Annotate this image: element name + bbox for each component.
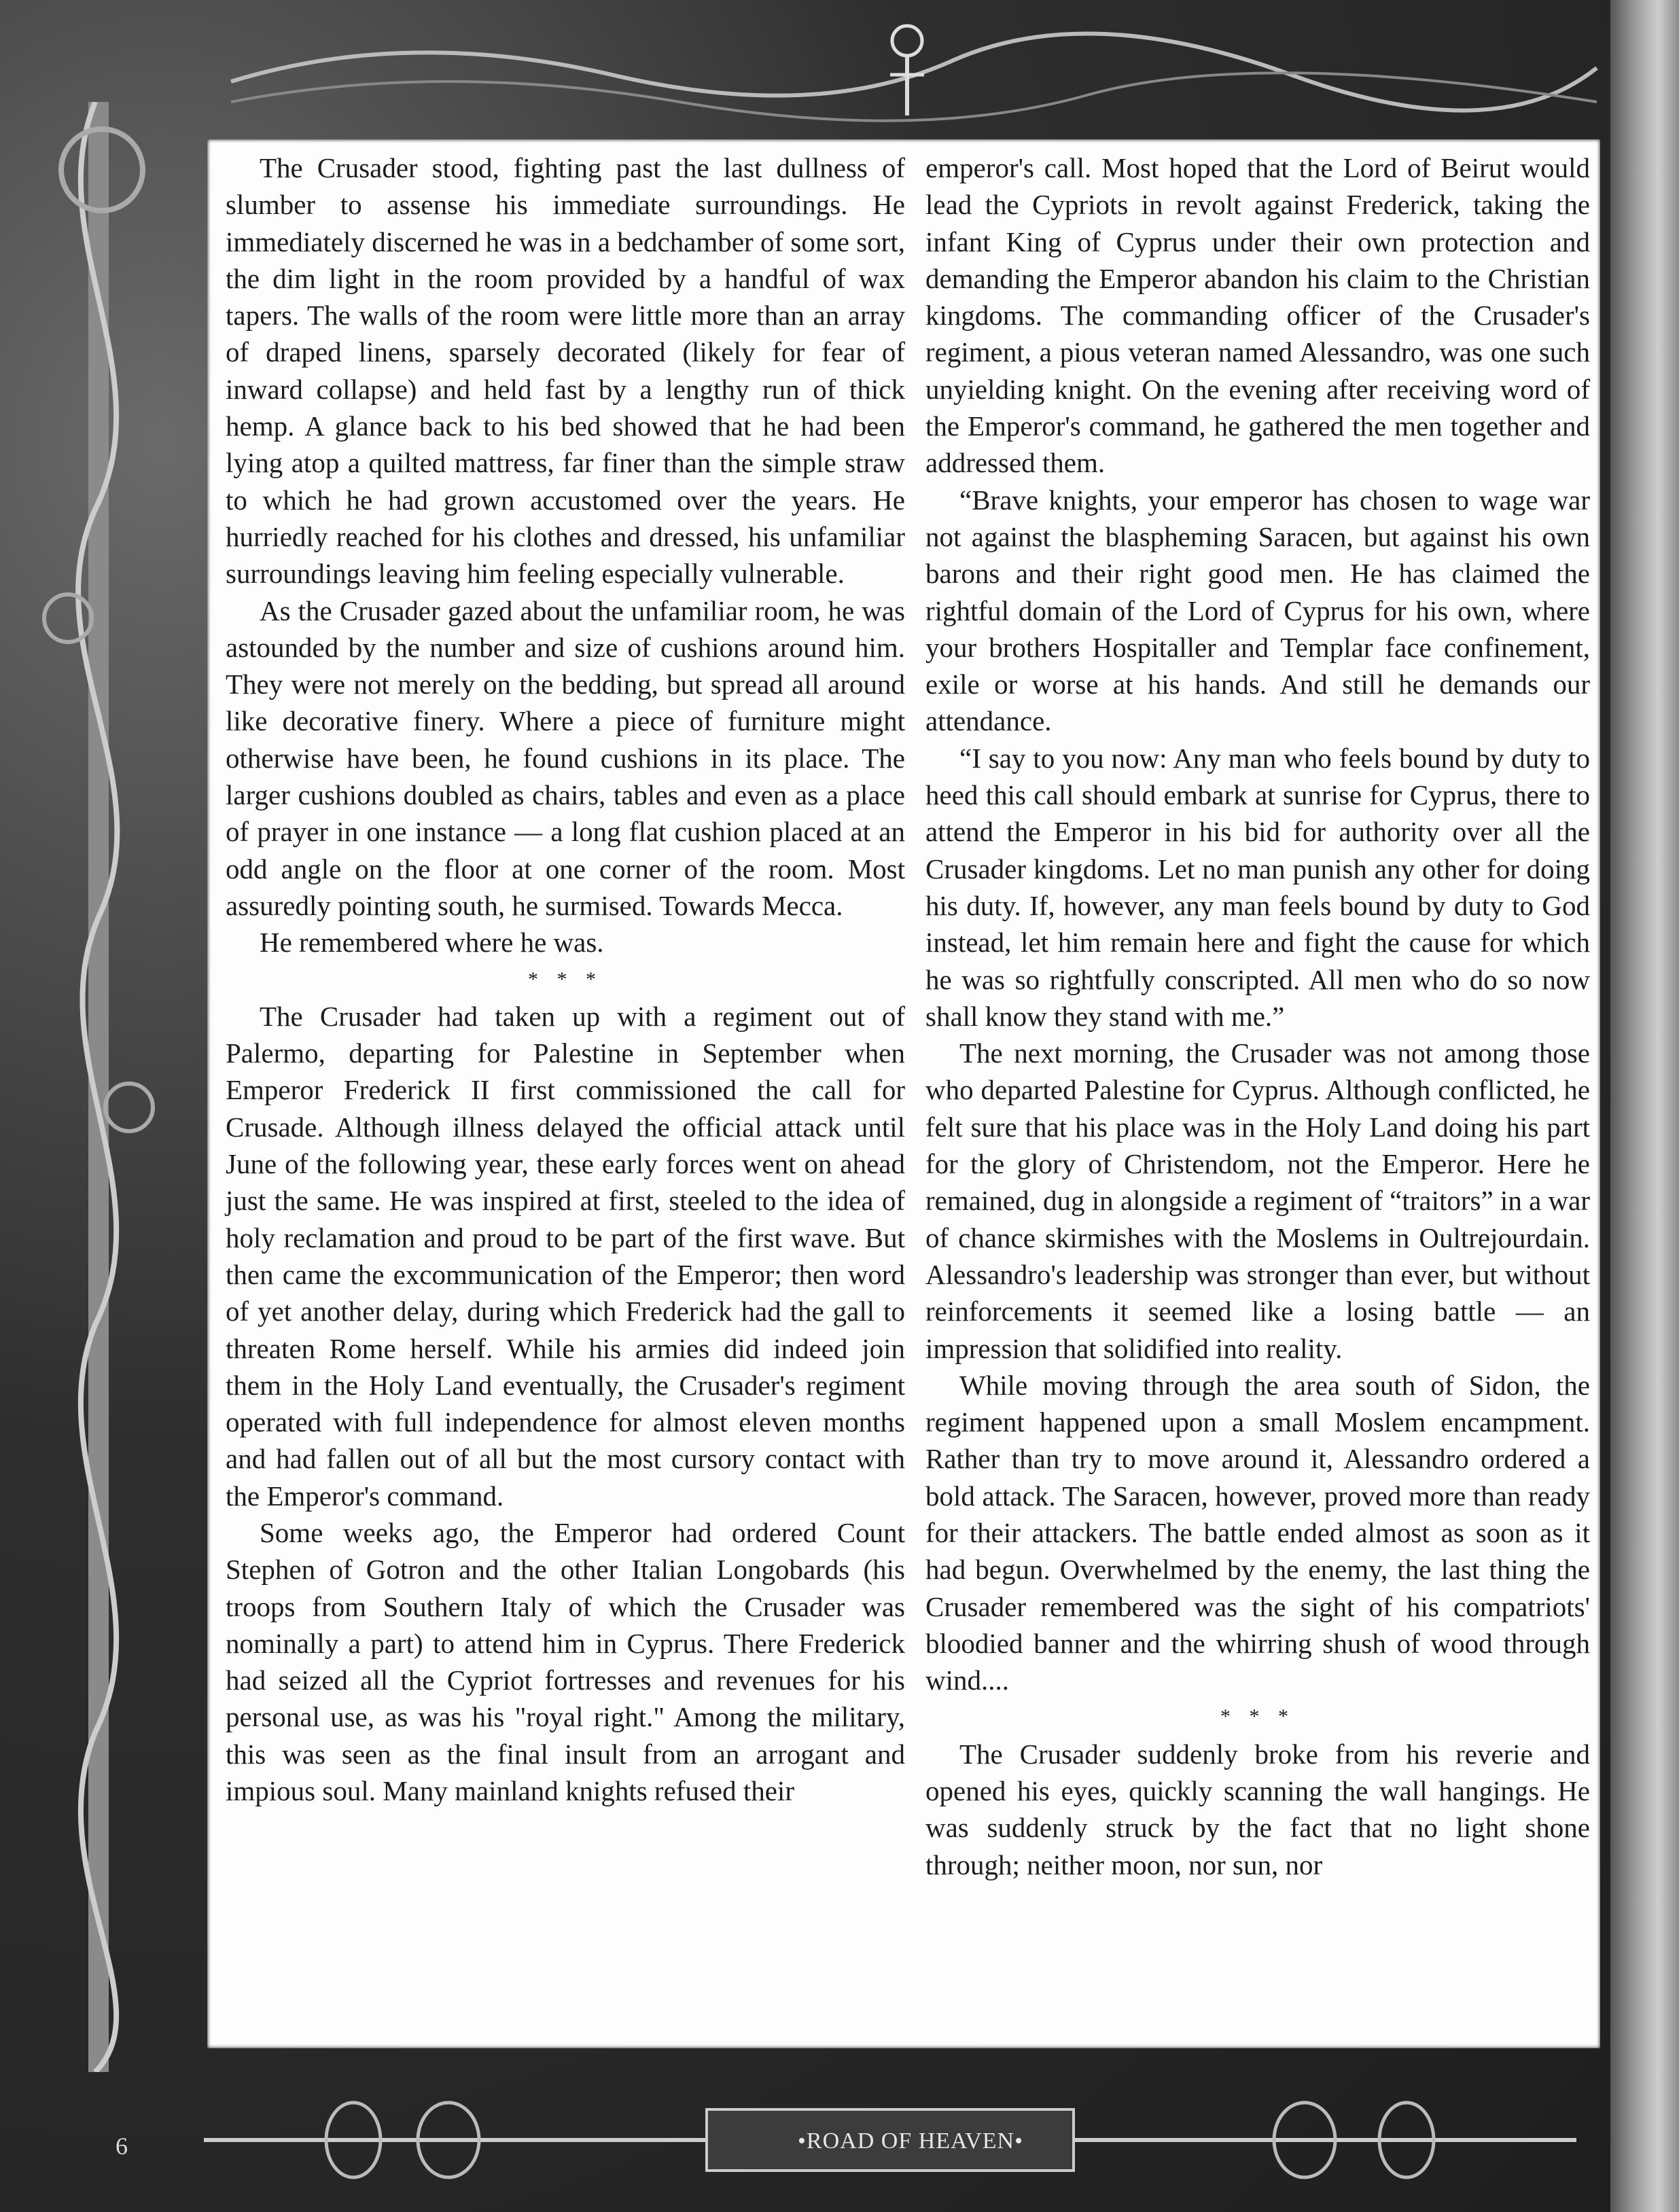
- text-column-left: [226, 149, 905, 1809]
- paragraph: While moving through the area south of Sidon, the regiment happened upon a small Moslem encampment. Rather than try to move around it, Alessandro ordered a bold attack. The Saracen, however, proved more than ready for their attackers. The battle ended almost as soon as it had begun. Overwhelmed by the enemy, the last thing the Crusader remembered was the sight of his compatriots' bloodied banner and the whirring shush of wood through wind....: [925, 1369, 1590, 1696]
- paragraph: emperor's call. Most hoped that the Lord of Beirut would lead the Cypriots in revolt against Frederick, taking the infant King of Cyprus under their own protection and demanding the Emperor abandon his claim to the Christian kingdoms. The commanding officer of the Crusader's regiment, a pious veteran named Alessandro, was one such unyielding knight. On the evening after receiving word of the Emperor's command, he gathered the men together and addressed them.: [925, 152, 1590, 479]
- paragraph: Some weeks ago, the Emperor had ordered Count Stephen of Gotron and the other Italian Longobards (his troops from Southern Italy of which the Crusader was nominally a part) to attend him in Cyprus. There Frederick had seized all the Cypriot fortresses and revenues for his personal use, as was his "royal right." Among the military, this was seen as the final insult from an arrogant and impious soul. Many mainland knights refused their: [226, 1516, 905, 1807]
- top-ornament: [204, 0, 1610, 139]
- paragraph: The Crusader suddenly broke from his reverie and opened his eyes, quickly scanning the wall hangings. He was suddenly struck by the fact that no light shone through; neither moon, nor sun, nor: [925, 1738, 1590, 1880]
- paragraph: As the Crusader gazed about the unfamiliar room, he was astounded by the number and size of cushions around him. They were not merely on the bedding, but spread all around like decorative finery. Where a piece of furniture might otherwise have been, he found cushions in its place. The larger cushions doubled as chairs, tables and even as a place of prayer in one instance — a long flat cushion placed at an odd angle on the floor at one corner of the room. Most assuredly pointing south, he surmised. Towards Mecca.: [226, 594, 905, 921]
- scene-break: * * *: [1220, 1705, 1295, 1728]
- paragraph: “I say to you now: Any man who feels bound by duty to heed this call should embark at sunrise for Cyprus, there to attend the Emperor in his bid for authority over all the Crusader kingdoms. Let no man punish any other for doing his duty. If, however, any man feels bound by duty to God instead, let him remain here and fight the cause for which he was so rightfully conscripted. All men who do so now shall know they stand with me.”: [925, 742, 1590, 1032]
- paragraph: The next morning, the Crusader was not among those who departed Palestine for Cyprus. Although conflicted, he felt sure that his place was in the Holy Land doing his part for the glory of Christendom, not the Emperor. Here he remained, dug in alongside a regiment of “traitors” in a war of chance skirmishes with the Moslems in Oultrejourdain. Alessandro's leadership was stronger than ever, but without reinforcements it seemed like a losing battle — an impression that solidified into reality.: [925, 1037, 1590, 1364]
- running-footer-title: •ROAD OF HEAVEN•: [798, 2128, 1023, 2154]
- scene-break: * * *: [528, 967, 603, 991]
- page-number: 6: [116, 2133, 128, 2160]
- paragraph: The Crusader had taken up with a regiment out of Palermo, departing for Palestine in September when Emperor Frederick II first commissioned the call for Crusade. Although illness delayed the official attack until June of the following year, these early forces went on ahead just the same. He was inspired at first, steeled to the idea of holy reclamation and proud to be part of the first wave. But then came the excommunication of the Emperor; then word of yet another delay, during which Frederick had the gall to threaten Rome herself. While his armies did indeed join them in the Holy Land eventually, the Crusader's regiment operated with full independence for almost eleven months and had fallen out of all but the most cursory contact with the Emperor's command.: [226, 1000, 905, 1512]
- book-gutter: [1610, 0, 1679, 2212]
- paragraph: “Brave knights, your emperor has chosen to wage war not against the blaspheming Saracen, but against his own barons and their right good men. He has claimed the rightful domain of the Lord of Cyprus for his own, where your brothers Hospitaller and Templar face confinement, exile or worse at his hands. And still he demands our attendance.: [925, 484, 1590, 737]
- text-column-right: [925, 149, 1590, 1883]
- paragraph: The Crusader stood, fighting past the last dullness of slumber to assense his immediate surroundings. He immediately discerned he was in a bedchamber of some sort, the dim light in the room provided by a handful of wax tapers. The walls of the room were little more than an array of draped linens, sparsely decorated (likely for fear of inward collapse) and held fast by a lengthy run of thick hemp. A glance back to his bed showed that he had been lying atop a quilted mattress, far finer than the simple straw to which he had grown accustomed over the years. He hurriedly reached for his clothes and dressed, his unfamiliar surroundings leaving him feeling especially vulnerable.: [226, 152, 905, 590]
- left-vine-ornament: [27, 102, 183, 2072]
- paragraph: He remembered where he was.: [260, 927, 604, 959]
